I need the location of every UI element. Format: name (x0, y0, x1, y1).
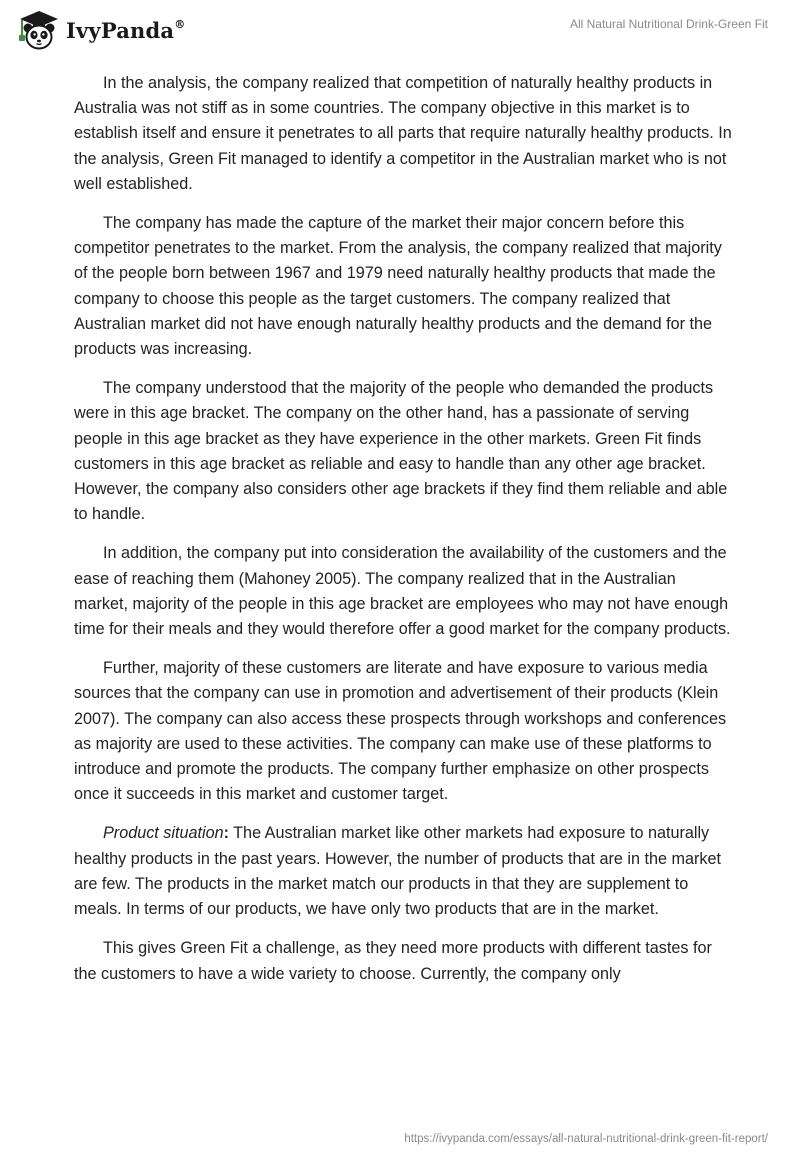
paragraph-6 (74, 821, 734, 922)
paragraph-5: Further, majority of these customers are literate and have exposure to various media sources that the company can use in promotion and advertisement of their products (Klein 2007). The company can also access these prospects through workshops and conferences as majority are used to these activities. The company can make use of these platforms to introduce and promote the products. The company further emphasize on other prospects once it succeeds in this market and customer target. (74, 659, 727, 804)
essay-body (74, 71, 734, 1001)
document-title: All Natural Nutritional Drink-Green Fit (569, 17, 768, 31)
brand-logo[interactable] (14, 8, 185, 52)
brand-name: IvyPanda® (66, 17, 186, 43)
paragraph-7: This gives Green Fit a challenge, as they need more products with different tastes for the customers to have a wide variety to choose. Currently, the company only (74, 939, 712, 983)
paragraph-2: The company has made the capture of the market their major concern before this competitor penetrates to the market. From the analysis, the company realized that majority of the people born between 1967 and 1979 need naturally healthy products that made the company to choose this people as the target customers. The company realized that Australian market did not have enough naturally healthy products and the demand for the products was increasing. (74, 214, 722, 359)
product-situation-label: Product situation (103, 824, 224, 843)
page-header (0, 0, 800, 64)
panda-graduate-icon (14, 8, 64, 52)
source-url[interactable]: https://ivypanda.com/essays/all-natural-nutritional-drink-green-fit-report/ (404, 1133, 768, 1145)
paragraph-3: The company understood that the majority of the people who demanded the products were in this age bracket. The company on the other hand, has a passionate of serving people in this age bracket as they have experience in the other markets. Green Fit finds customers in this age bracket as reliable and easy to handle than any other age bracket. However, the company also considers other age brackets if they find them reliable and able to handle. (74, 379, 728, 524)
paragraph-4: In addition, the company put into consideration the availability of the customers and the ease of reaching them (Mahoney 2005). The company realized that in the Australian market, majority of the people in this age bracket are employees who may not have enough time for their meals and they would therefore offer a good market for the company products. (74, 544, 731, 639)
paragraph-1: In the analysis, the company realized that competition of naturally healthy products in Australia was not stiff as in some countries. The company objective in this market is to establish itself and ensure it penetrates to all parts that require naturally healthy products. In the analysis, Green Fit managed to identify a competitor in the Australian market who is not well established. (74, 74, 732, 193)
label-colon: : (223, 824, 229, 843)
paragraph-6-text: The Australian market like other markets had exposure to naturally healthy products in the past years. However, the number of products that are in the market are few. The products in the market match our products in that they are supplement to meals. In terms of our products, we have only two products that are in the market. (74, 824, 721, 919)
